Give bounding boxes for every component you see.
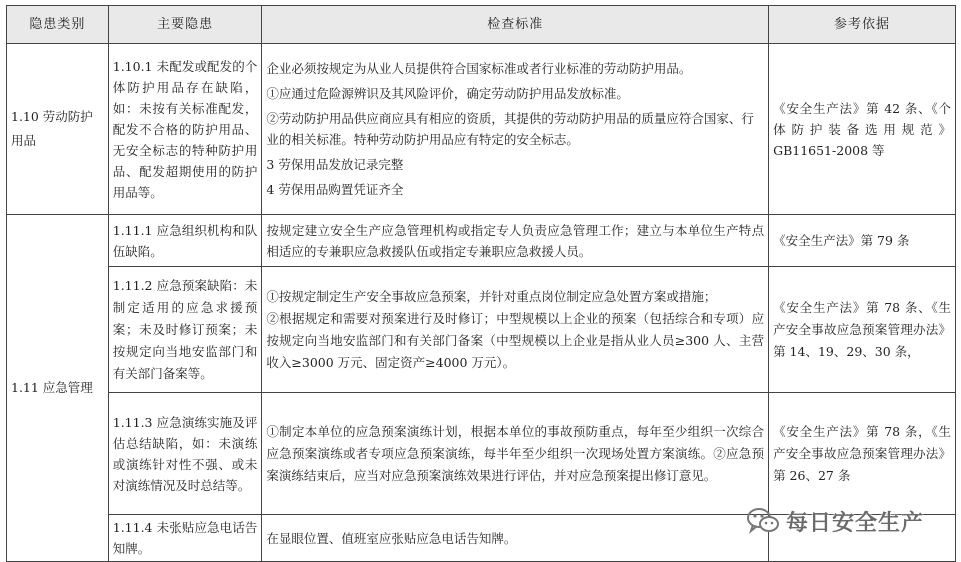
standard-line: 企业必须按规定为从业人员提供符合国家标准或者行业标准的劳动防护用品。 (266, 61, 692, 76)
standard-line: ①制定本单位的应急预案演练计划，根据本单位的事故预防重点，每年至少组织一次综合应急预案演练或者专项应急预案演练，每半年至少组织一次现场处置方案演练。②应急预案演练结束后，应当对应急预案演练效果进行评估，并对应急预案提出修订意见。 (266, 423, 765, 483)
table-row (7, 393, 956, 515)
reference-cell: 《安全生产法》第 79 条 (769, 215, 956, 267)
hazard-table (6, 5, 956, 562)
standard-cell (262, 267, 769, 393)
table-row (7, 267, 956, 393)
watermark (746, 499, 946, 543)
wechat-icon (746, 506, 780, 536)
standard-line: ②劳动防护用品供应商应具有相应的资质，其提供的劳动防护用品的质量应符合国家、行业的相关标准。特种劳动防护用品应有特定的安全标志。 (266, 111, 754, 147)
header-reference: 参考依据 (769, 6, 956, 44)
table-row (7, 44, 956, 215)
standard-cell (262, 393, 769, 515)
hazard-cell: 1.11.2 应急预案缺陷：未制定适用的应急求援预案；未及时修订预案；未按规定向当地安监部门和有关部门备案等。 (108, 267, 262, 393)
hazard-cell: 1.10.1 未配发或配发的个体防护用品存在缺陷，如：未按有关标准配发，配发不合格的防护用品、无安全标志的特种防护用品、配发超期使用的防护用品等。 (108, 44, 262, 215)
table-header-row (7, 6, 956, 44)
standard-line: ①按规定制定生产安全事故应急预案，并针对重点岗位制定应急处置方案或措施； (266, 288, 717, 304)
standard-line: 3 劳保用品发放记录完整 (266, 157, 404, 172)
reference-cell: 《安全生产法》第 78 条，《生产安全事故应急预案管理办法》第 26、27 条 (769, 393, 956, 515)
hazard-cell: 1.11.3 应急演练实施及评估总结缺陷，如：未演练或演练针对性不强、或未对演练情况及时总结等。 (108, 393, 262, 515)
hazard-cell: 1.11.1 应急组织机构和队伍缺陷。 (108, 215, 262, 267)
header-category: 隐患类别 (7, 6, 109, 44)
category-cell: 1.10 劳动防护用品 (7, 44, 109, 215)
reference-cell: 《安全生产法》第 42 条、《个体防护装备选用规范》GB11651-2008 等 (769, 44, 956, 215)
watermark-text: 每日安全生产 (786, 510, 925, 536)
hazard-cell: 1.11.4 未张贴应急电话告知牌。 (108, 515, 262, 562)
standard-line: 在显眼位置、值班室应张贴应急电话告知牌。 (266, 530, 517, 546)
standard-cell (262, 515, 769, 562)
category-cell: 1.11 应急管理 (7, 215, 109, 562)
standard-line: 4 劳保用品购置凭证齐全 (266, 182, 404, 197)
standard-line: ①应通过危险源辨识及其风险评价，确定劳动防护用品发放标准。 (266, 86, 629, 101)
header-hazard: 主要隐患 (108, 6, 262, 44)
standard-cell (262, 44, 769, 215)
standard-cell (262, 215, 769, 267)
table-row (7, 215, 956, 267)
reference-cell: 《安全生产法》第 78 条、《生产安全事故应急预案管理办法》第 14、19、29、30 条， (769, 267, 956, 393)
standard-line: 按规定建立安全生产应急管理机构或指定专人负责应急管理工作；建立与本单位生产特点相适应的专兼职应急救援队伍或指定专兼职应急救援人员。 (266, 222, 765, 259)
standard-line: ②根据规定和需要对预案进行及时修订；中型规模以上企业的预案（包括综合和专项）应按规定向当地安监部门和有关部门备案（中型规模以上企业是指从业人员≥300 人、主营收入≥3000 万元、固定资产≥4000 万元）。 (266, 310, 765, 370)
header-standard: 检查标准 (262, 6, 769, 44)
